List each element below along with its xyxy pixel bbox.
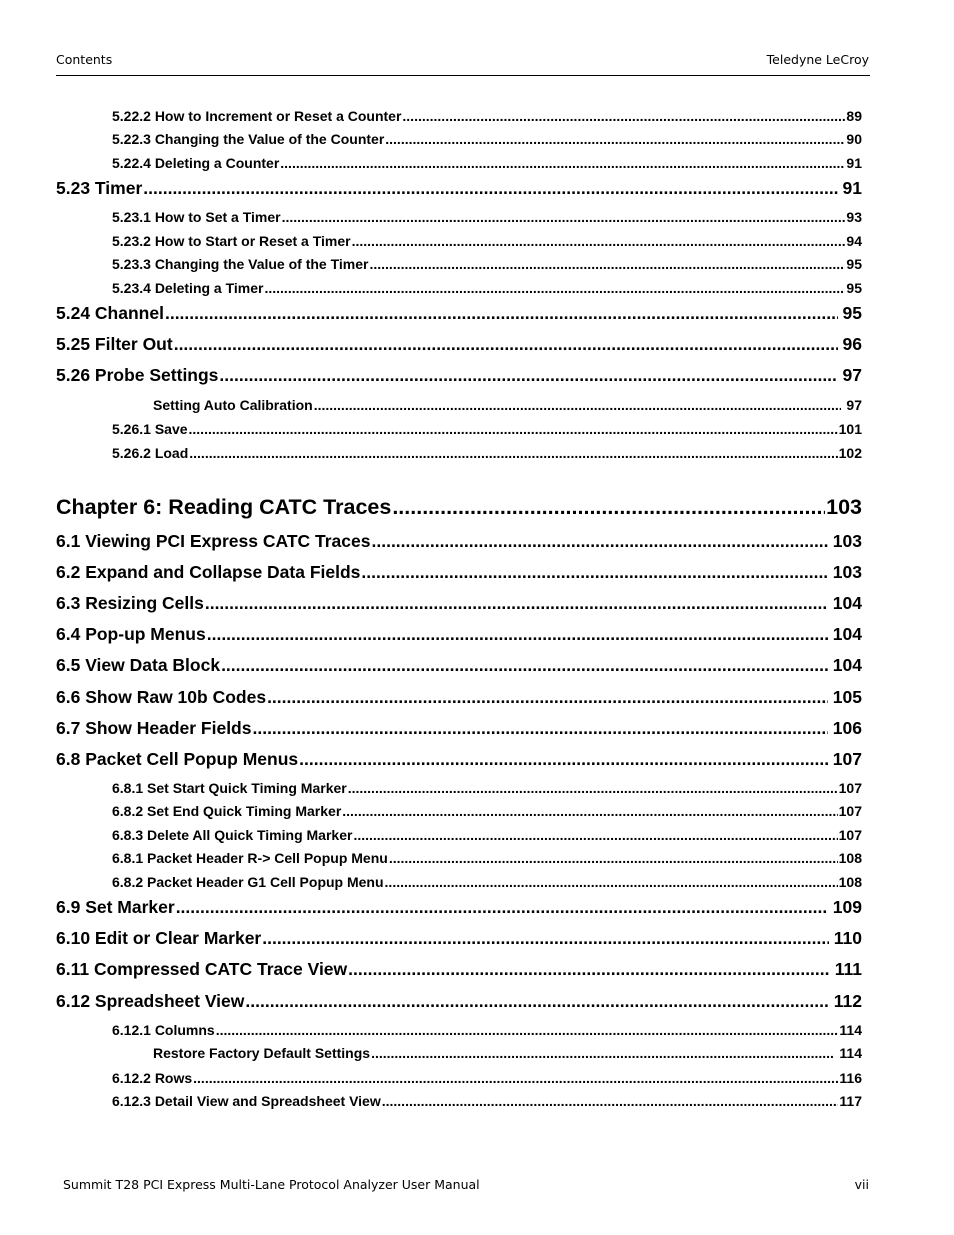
dot-leader	[221, 655, 828, 676]
toc-entry-title: 6.8.3 Delete All Quick Timing Marker	[112, 827, 353, 843]
toc-entry[interactable]	[56, 593, 862, 614]
dot-leader	[382, 1093, 839, 1109]
toc-entry-page: 91	[842, 178, 862, 198]
toc-entry-page: 114	[839, 1022, 862, 1038]
toc-entry[interactable]	[112, 827, 862, 843]
toc-entry-page: 96	[842, 334, 862, 354]
toc-entry[interactable]	[112, 421, 862, 437]
toc-entry-title: 5.23.4 Deleting a Timer	[112, 280, 264, 296]
toc-entry[interactable]	[112, 155, 862, 171]
toc-entry[interactable]	[56, 928, 862, 949]
toc-entry[interactable]	[56, 749, 862, 770]
toc-entry-title: 6.12.2 Rows	[112, 1070, 193, 1086]
toc-entry-title: 6.8.1 Set Start Quick Timing Marker	[112, 780, 347, 796]
dot-leader	[371, 1045, 834, 1061]
dot-leader	[245, 991, 828, 1012]
toc-entry-title: 6.8.2 Set End Quick Timing Marker	[112, 803, 342, 819]
dot-leader	[352, 233, 846, 249]
toc-entry-page: 103	[832, 531, 862, 551]
dot-leader	[385, 874, 838, 890]
toc-entry-page: 117	[839, 1093, 862, 1109]
toc-entry[interactable]	[112, 209, 862, 225]
toc-entry-title: 6.8.1 Packet Header R-> Cell Popup Menu	[112, 850, 388, 866]
toc-entry-page: 112	[833, 991, 862, 1011]
toc-entry-page: 95	[842, 303, 862, 323]
toc-entry-page: 97	[846, 397, 862, 413]
toc-entry-page: 109	[832, 897, 862, 917]
toc-entry-page: 111	[834, 959, 862, 979]
dot-leader	[216, 1022, 839, 1038]
running-footer-title: Summit T28 PCI Express Multi-Lane Protocol Analyzer User Manual	[63, 1177, 480, 1192]
toc-entry-page: 91	[846, 155, 862, 171]
toc-entry-page: 107	[832, 749, 862, 769]
dot-leader	[353, 827, 837, 843]
toc-entry-title: 6.12.1 Columns	[112, 1022, 215, 1038]
page-number: vii	[854, 1177, 869, 1192]
toc-entry[interactable]	[112, 256, 862, 272]
toc-entry[interactable]	[112, 1070, 862, 1086]
toc-entry-title: Setting Auto Calibration	[153, 397, 313, 413]
toc-entry[interactable]	[112, 233, 862, 249]
toc-entry-page: 107	[838, 827, 862, 843]
toc-entry[interactable]	[56, 655, 862, 676]
toc-entry-page: 108	[838, 850, 862, 866]
toc-entry-page: 107	[838, 803, 862, 819]
toc-entry-page: 89	[846, 108, 862, 124]
toc-entry[interactable]	[112, 1022, 862, 1038]
toc-entry[interactable]	[56, 562, 862, 583]
toc-entry[interactable]	[112, 850, 862, 866]
toc-entry-page: 90	[846, 131, 862, 147]
toc-entry-page: 95	[846, 280, 862, 296]
dot-leader	[361, 562, 827, 583]
toc-entry[interactable]	[56, 334, 862, 355]
dot-leader	[348, 780, 838, 796]
running-header-left: Contents	[56, 52, 113, 67]
toc-entry-page: 108	[838, 874, 862, 890]
dot-leader	[372, 531, 828, 552]
toc-entry-title: 6.7 Show Header Fields	[56, 718, 252, 738]
toc-entry-page: 93	[846, 209, 862, 225]
toc-entry-page: 106	[832, 718, 862, 738]
dot-leader	[252, 718, 827, 739]
dot-leader	[267, 687, 828, 708]
dot-leader	[342, 803, 837, 819]
toc-entry[interactable]	[112, 445, 862, 461]
toc-entry-page: 103	[832, 562, 862, 582]
toc-entry-title: 5.23 Timer	[56, 178, 143, 198]
toc-entry[interactable]	[112, 874, 862, 890]
toc-entry-title: 6.3 Resizing Cells	[56, 593, 204, 613]
toc-entry-page: 101	[838, 421, 862, 437]
toc-entry[interactable]	[153, 1045, 862, 1061]
toc-entry-title: 6.9 Set Marker	[56, 897, 175, 917]
dot-leader	[392, 495, 825, 520]
dot-leader	[193, 1070, 838, 1086]
dot-leader	[262, 928, 829, 949]
toc-entry-title: 6.12 Spreadsheet View	[56, 991, 245, 1011]
dot-leader	[282, 209, 846, 225]
dot-leader	[402, 108, 845, 124]
toc-entry-title: 6.11 Compressed CATC Trace View	[56, 959, 348, 979]
dot-leader	[348, 959, 830, 980]
dot-leader	[219, 365, 837, 386]
toc-entry-page: 116	[839, 1070, 862, 1086]
toc-entry-title: 5.23.2 How to Start or Reset a Timer	[112, 233, 351, 249]
dot-leader	[165, 303, 838, 324]
toc-entry[interactable]	[56, 303, 862, 324]
dot-leader	[314, 397, 842, 413]
toc-entry-page: 97	[842, 365, 862, 385]
toc-entry[interactable]	[56, 687, 862, 708]
toc-entry-title: 5.23.3 Changing the Value of the Timer	[112, 256, 369, 272]
toc-entry-title: 5.22.3 Changing the Value of the Counter	[112, 131, 385, 147]
dot-leader	[385, 131, 845, 147]
toc-entry-title: 5.24 Channel	[56, 303, 164, 323]
dot-leader	[207, 624, 828, 645]
toc-entry-title: 6.8 Packet Cell Popup Menus	[56, 749, 299, 769]
toc-entry-page: 107	[838, 780, 862, 796]
toc-entry-title: 5.23.1 How to Set a Timer	[112, 209, 281, 225]
toc-entry-title: 5.26.2 Load	[112, 445, 189, 461]
toc-entry-title: 5.22.4 Deleting a Counter	[112, 155, 280, 171]
toc-entry-title: 6.6 Show Raw 10b Codes	[56, 687, 267, 707]
toc-entry-page: 104	[832, 655, 862, 675]
toc-entry-page: 103	[826, 495, 862, 519]
toc-entry[interactable]	[112, 108, 862, 124]
toc-entry-page: 105	[832, 687, 862, 707]
toc-entry[interactable]	[112, 1093, 862, 1109]
dot-leader	[205, 593, 828, 614]
toc-entry[interactable]	[56, 959, 862, 980]
toc-entry-title: 5.22.2 How to Increment or Reset a Counter	[112, 108, 402, 124]
toc-entry-title: 6.12.3 Detail View and Spreadsheet View	[112, 1093, 381, 1109]
dot-leader	[176, 897, 828, 918]
dot-leader	[174, 334, 838, 355]
toc-entry-page: 114	[839, 1045, 862, 1061]
toc-entry[interactable]	[153, 397, 862, 413]
toc-entry[interactable]	[112, 280, 862, 296]
dot-leader	[189, 421, 838, 437]
dot-leader	[389, 850, 838, 866]
toc-entry-title: 5.26 Probe Settings	[56, 365, 219, 385]
toc-entry[interactable]	[56, 365, 862, 386]
toc-entry[interactable]	[112, 780, 862, 796]
toc-entry-page: 104	[832, 593, 862, 613]
toc-entry[interactable]	[56, 178, 862, 199]
toc-entry-page: 95	[846, 256, 862, 272]
toc-entry-page: 110	[833, 928, 862, 948]
toc-entry-title: 6.4 Pop-up Menus	[56, 624, 206, 644]
toc-entry-title: Restore Factory Default Settings	[153, 1045, 371, 1061]
toc-entry-title: 5.26.1 Save	[112, 421, 188, 437]
toc-entry-title: 6.5 View Data Block	[56, 655, 221, 675]
toc-entry-title: 6.10 Edit or Clear Marker	[56, 928, 262, 948]
toc-entry[interactable]	[112, 131, 862, 147]
toc-entry-page: 102	[838, 445, 862, 461]
toc-entry[interactable]	[112, 803, 862, 819]
dot-leader	[143, 178, 837, 199]
toc-entry[interactable]	[56, 495, 862, 520]
toc-entry[interactable]	[56, 718, 862, 739]
toc-entry[interactable]	[56, 624, 862, 645]
dot-leader	[264, 280, 845, 296]
toc-entry[interactable]	[56, 897, 862, 918]
dot-leader	[299, 749, 828, 770]
toc-entry-title: Chapter 6: Reading CATC Traces	[56, 495, 392, 519]
dot-leader	[369, 256, 845, 272]
dot-leader	[280, 155, 845, 171]
running-header-right: Teledyne LeCroy	[766, 52, 869, 67]
toc-entry-title: 6.1 Viewing PCI Express CATC Traces	[56, 531, 371, 551]
toc-entry-page: 104	[832, 624, 862, 644]
toc-entry-page: 94	[846, 233, 862, 249]
dot-leader	[189, 445, 837, 461]
toc-entry-title: 5.25 Filter Out	[56, 334, 173, 354]
toc-entry-title: 6.2 Expand and Collapse Data Fields	[56, 562, 361, 582]
toc-entry-title: 6.8.2 Packet Header G1 Cell Popup Menu	[112, 874, 384, 890]
toc-entry[interactable]	[56, 991, 862, 1012]
toc-entry[interactable]	[56, 531, 862, 552]
